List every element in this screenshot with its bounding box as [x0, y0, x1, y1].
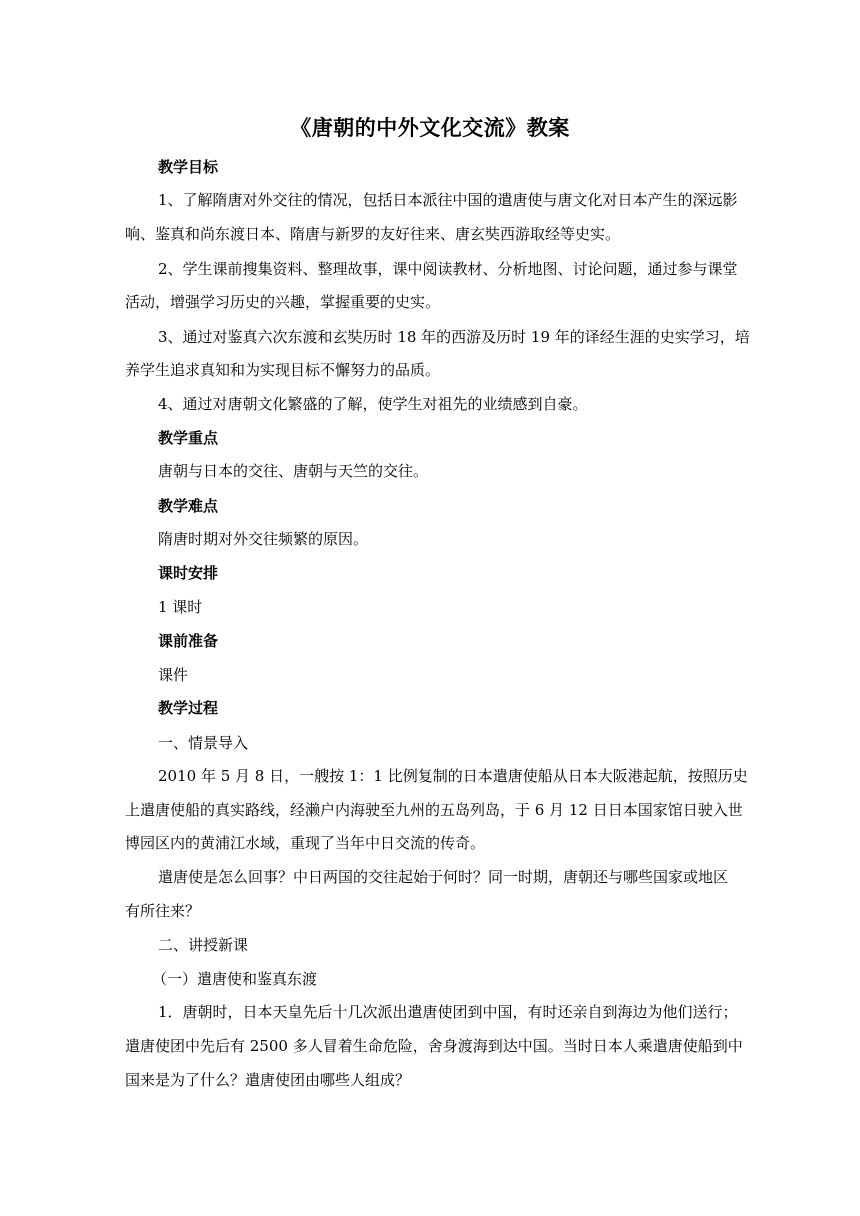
intro-line-3: 博园区内的黄浦江水域，重现了当年中日交流的传奇。: [125, 834, 486, 852]
process-heading: 教学过程: [158, 699, 219, 717]
part-1-title: 一、情景导入: [158, 734, 249, 752]
key-points-text: 唐朝与日本的交往、唐朝与天竺的交往。: [158, 462, 429, 480]
goals-heading: 教学目标: [158, 158, 219, 176]
goal-2-line-2: 活动，增强学习历史的兴趣，掌握重要的史实。: [125, 293, 441, 311]
sub-section-1-title: （一）遣唐使和鉴真东渡: [152, 970, 318, 988]
paragraph-1-line-3: 国来是为了什么？遣唐使团由哪些人组成？: [125, 1071, 411, 1089]
document-title: 《唐朝的中外文化交流》教案: [290, 116, 570, 140]
difficulty-text: 隋唐时期对外交往频繁的原因。: [158, 530, 369, 548]
goal-1-line-1: 1、了解隋唐对外交往的情况，包括日本派往中国的遣唐使与唐文化对日本产生的深远影: [158, 191, 738, 209]
question-line-1: 遣唐使是怎么回事？中日两国的交往起始于何时？同一时期，唐朝还与哪些国家或地区: [158, 868, 729, 886]
paragraph-1-line-2: 遣唐使团中先后有 2500 多人冒着生命危险，舍身渡海到达中国。当时日本人乘遣唐使船到中: [125, 1037, 743, 1055]
paragraph-1-line-1: 1．唐朝时，日本天皇先后十几次派出遣唐使团到中国，有时还亲自到海边为他们送行；: [158, 1003, 738, 1021]
prep-text: 课件: [158, 666, 189, 684]
part-2-title: 二、讲授新课: [158, 936, 249, 954]
prep-heading: 课前准备: [158, 632, 219, 650]
key-points-heading: 教学重点: [158, 429, 219, 447]
intro-line-2: 上遣唐使船的真实路线，经濑户内海驶至九州的五岛列岛，于 6 月 12 日日本国家馆日驶入世: [125, 801, 743, 819]
goal-3-line-1: 3、通过对鉴真六次东渡和玄奘历时 18 年的西游及历时 19 年的译经生涯的史实学习，培: [158, 328, 750, 346]
schedule-text: 1 课时: [158, 598, 203, 616]
question-line-2: 有所往来？: [125, 902, 201, 920]
intro-line-1: 2010 年 5 月 8 日，一艘按 1：1 比例复制的日本遣唐使船从日本大阪港起航，按照历史: [158, 767, 748, 785]
goal-3-line-2: 养学生追求真知和为实现目标不懈努力的品质。: [125, 361, 441, 379]
schedule-heading: 课时安排: [158, 564, 219, 582]
goal-4-line-1: 4、通过对唐朝文化繁盛的了解，使学生对祖先的业绩感到自豪。: [158, 395, 588, 413]
goal-1-line-2: 响、鉴真和尚东渡日本、隋唐与新罗的友好往来、唐玄奘西游取经等史实。: [125, 225, 621, 243]
goal-2-line-1: 2、学生课前搜集资料、整理故事，课中阅读教材、分析地图、讨论问题，通过参与课堂: [158, 260, 738, 278]
difficulty-heading: 教学难点: [158, 497, 219, 515]
